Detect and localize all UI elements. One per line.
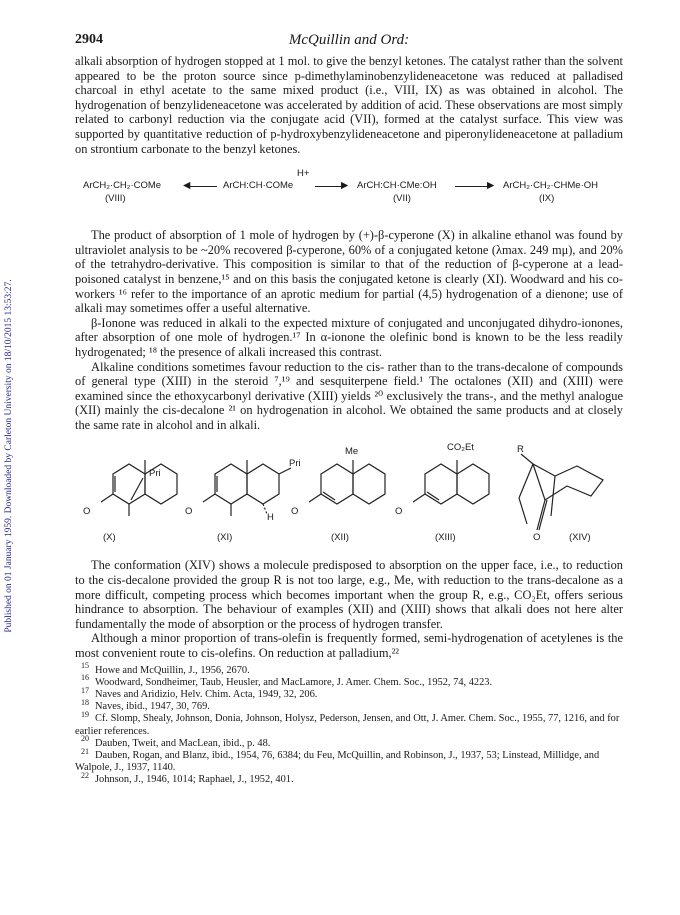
fig-x-oxygen: O [83, 506, 91, 518]
fig-xiv-oxygen: O [533, 532, 541, 544]
scheme-compound-ix: ArCH₂·CH₂·CHMe·OH [503, 180, 598, 192]
scheme-compound-viii: ArCH₂·CH₂·COMe [83, 180, 162, 192]
reference-item: 20 Dauben, Tweit, and MacLean, ibid., p. 48. [81, 734, 271, 749]
reference-item: 22 Johnson, J., 1946, 1014; Raphael, J., 1952, 401. [81, 770, 294, 786]
structure-x [101, 460, 177, 516]
reference-item: 19 Cf. Slomp, Shealy, Johnson, Donia, Johnson, Holysz, Pederson, Jensen, and Ott, J. Amer. Chem. Soc., 1955, 77, 1216, and for earlier references. [75, 709, 620, 737]
scheme-compound-vii: ArCH:CH·CMe:OH [357, 180, 437, 192]
reference-item: 15 Howe and McQuillin, J., 1956, 2670. [81, 661, 250, 676]
fig-label-xii: (XII) [331, 532, 349, 544]
structure-xii [309, 460, 385, 504]
structure-xiv [519, 454, 603, 530]
fig-label-xiv: (XIV) [569, 532, 591, 544]
references [75, 661, 623, 787]
page-body [75, 32, 623, 787]
structures-drawing [75, 446, 623, 548]
fig-label-xiii: (XIII) [435, 532, 456, 544]
scheme-label-vii: (VII) [393, 193, 411, 205]
paragraph-5: The conformation (XIV) shows a molecule predisposed to absorption on the upper face, i.e., to reduction to the cis-decalone provided the group R is not too large, e.g., Me, with reduction to the trans-decalone as a more difficult, competing process which becomes important when the group R, e.g., CO₂Et, offers serious hindrance to absorption. The behaviour of examples (XII) and (XIII) shows that alkali does not here alter fundamentally the mode of absorption or the process of hydrogen transfer. [75, 558, 623, 631]
structure-figures [75, 442, 623, 548]
structure-xi [203, 460, 291, 516]
paragraph-3: β-Ionone was reduced in alkali to the expected mixture of conjugated and unconjugated dihydro-ionones, after absorption of one mole of hydrogen.¹⁷ In α-ionone the olefinic bond is known to be the less readily hydrogenated; ¹⁸ the presence of alkali increased this contrast. [75, 315, 623, 359]
paragraph-2: The product of absorption of 1 mole of hydrogen by (+)-β-cyperone (X) in alkaline ethanol was found by ultraviolet analysis to be ~20% recovered β-cyperone, 60% of a conjugated ketone (λmax. 249 mμ), and 20% of the tetrahydro-derivative. This composition is similar to that of the reduction of β-cyperone at a lead-poisoned catalyst in benzene,¹⁵ and on this basis the conjugated ketone is clearly (XI). Woodward and his co-workers ¹⁶ refer to the importance of an aprotic medium for partial (4,5) hydrogenation of a dienone; use of alkali may sometimes offer a useful alternative. [75, 228, 623, 316]
arrow-right-2-head: ▶ [487, 180, 495, 192]
reaction-scheme [75, 162, 623, 224]
arrow-right-2 [455, 186, 491, 187]
arrow-left [187, 186, 217, 187]
fig-xiii-oxygen: O [395, 506, 403, 518]
fig-label-x: (X) [103, 532, 116, 544]
scheme-h-plus: H+ [297, 168, 310, 180]
download-sidebar-note: Published on 01 January 1959. Downloaded by Carleton University on 18/10/2015 13:53:27. [4, 279, 14, 633]
scheme-benzylideneacetone: ArCH:CH·COMe [223, 180, 294, 192]
paragraph-4: Alkaline conditions sometimes favour reduction to the cis- rather than to the trans-decalone of compounds of general type (XIII) in the steroid ⁷,¹⁹ and sesquiterpene field.¹ The octalones (XII) and (XIII) were examined since the ethoxycarbonyl derivative (XIII) yields ²⁰ exclusively the trans-, and the methyl analogue (XII) mainly the cis-decalone ²¹ on hydrogenation in alcohol. We obtained the same products and at closely the same rate in alcohol and in alkali. [75, 359, 623, 432]
fig-xii-oxygen: O [291, 506, 299, 518]
reference-item: 21 Dauben, Rogan, and Blanz, ibid., 1954, 76, 6384; du Feu, McQuillin, and Robinson, J., 1937, 53; Linstead, Millidge, and Walpole, J., 1937, 1140. [75, 746, 600, 774]
reference-item: 18 Naves, ibid., 1947, 30, 769. [81, 697, 210, 713]
fig-xi-oxygen: O [185, 506, 193, 518]
fig-x-pri: Pri [149, 468, 161, 480]
fig-label-xi: (XI) [217, 532, 233, 544]
fig-xiv-r: R [517, 444, 524, 456]
page-number: 2904 [75, 32, 103, 47]
page-header [75, 32, 623, 54]
arrow-right-1-head: ▶ [341, 180, 349, 192]
structure-xiii [413, 460, 489, 504]
scheme-label-ix: (IX) [539, 193, 555, 205]
reference-item: 16 Woodward, Sondheimer, Taub, Heusler, and MacLamore, J. Amer. Chem. Soc., 1952, 74, 4223. [81, 673, 493, 688]
running-title: McQuillin and Ord: [288, 32, 410, 48]
reference-item: 17 Naves and Aridizio, Helv. Chim. Acta, 1949, 32, 206. [81, 685, 318, 701]
paragraph-6: Although a minor proportion of trans-olefin is frequently formed, semi-hydrogenation of acetylenes is the most convenient route to cis-olefins. On reduction at palladium,²² [75, 631, 623, 661]
paragraph-1: alkali absorption of hydrogen stopped at 1 mol. to give the benzyl ketones. The catalyst rather than the solvent appeared to be the proton source since p-dimethylaminobenzylideneacetone was reduced at palladised charcoal in ethyl acetate to the same mixed product (i.e., VIII, IX) as was obtained in alcohol. The hydrogenation of benzylideneacetone was accelerated by addition of acid. These observations are most simply related to carbonyl reduction via the conjugate acid (VII), formed at the catalyst surface. This view was supported by quantitative reduction of p-hydroxybenzylideneacetone and piperonylideneacetone at palladium on strontium carbonate to the benzyl ketones. [75, 54, 623, 156]
fig-xi-pri: Pri [289, 458, 301, 470]
arrow-left-head: ◀ [183, 180, 191, 192]
fig-xii-me: Me [345, 446, 359, 458]
fig-xi-h: H [267, 512, 274, 524]
fig-xiii-co2et: CO₂Et [447, 442, 474, 454]
scheme-label-viii: (VIII) [105, 193, 126, 205]
